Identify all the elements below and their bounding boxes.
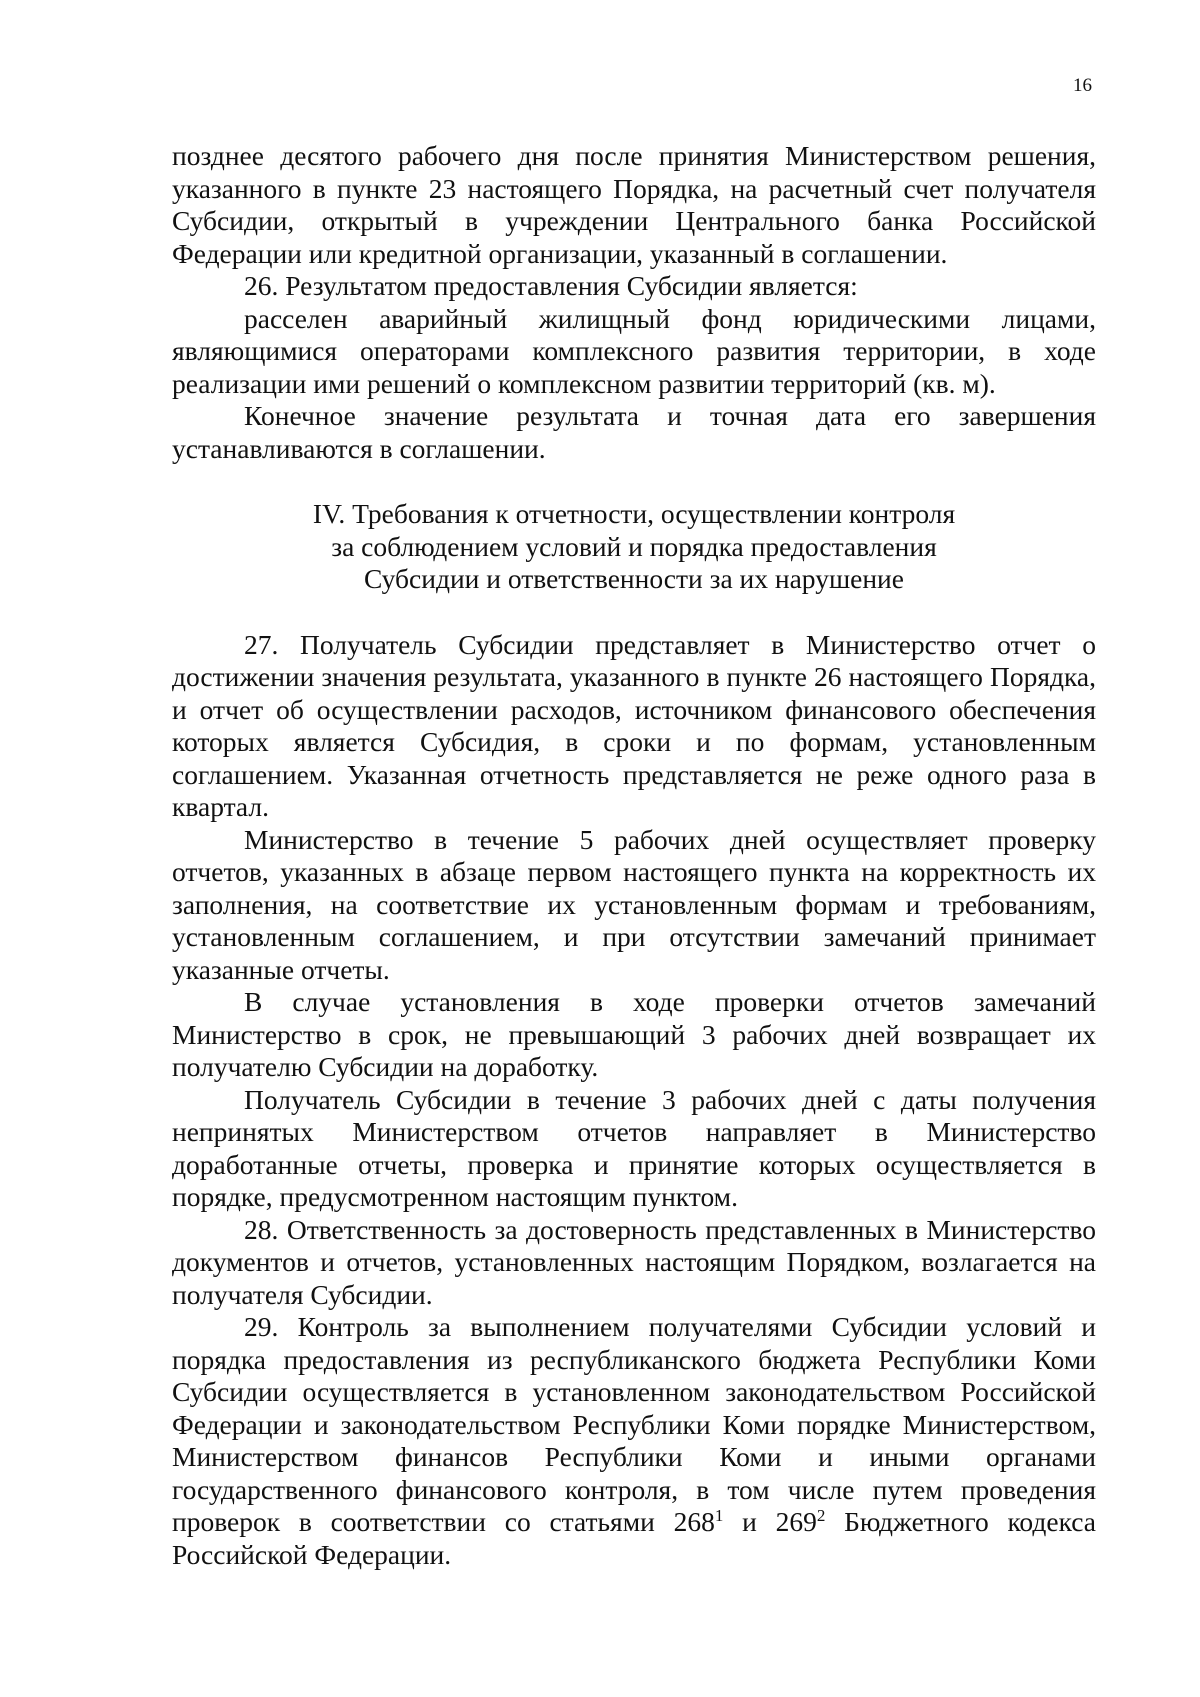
document-body bbox=[172, 140, 1096, 1571]
paragraph-26: 26. Результатом предоставления Субсидии является: bbox=[244, 270, 858, 301]
superscript-2: 2 bbox=[816, 1505, 826, 1525]
paragraph-27: 27. Получатель Субсидии представляет в Министерство отчет о достижении значения результата, указанного в пункте 26 настоящего Порядка, и отчет об осуществлении расходов, источником финансового обеспечения которых является Субсидия, в сроки и по формам, установленным соглашением. Указанная отчетность представляется не реже одного раза в квартал. bbox=[172, 628, 1096, 822]
paragraph-29-text: Бюджетного кодекса Российской Федерации. bbox=[172, 1506, 1096, 1570]
superscript-1: 1 bbox=[714, 1505, 724, 1525]
paragraph-26-result: расселен аварийный жилищный фонд юридическими лицами, являющимися операторами комплексного развития территории, в ходе реализации ими решений о комплексном развитии территорий (кв. м). bbox=[172, 302, 1096, 399]
paragraph-continuation: позднее десятого рабочего дня после принятия Министерством решения, указанного в пункте 23 настоящего Порядка, на расчетный счет получателя Субсидии, открытый в учреждении Центрального банка Российской Федерации или кредитной организации, указанный в соглашении. bbox=[172, 140, 1096, 269]
section-heading-line: IV. Требования к отчетности, осуществлении контроля bbox=[312, 498, 956, 529]
section-heading bbox=[172, 498, 1096, 596]
paragraph-26-final-value: Конечное значение результата и точная дата его завершения устанавливаются в соглашении. bbox=[172, 400, 1096, 464]
paragraph-29-text: и 269 bbox=[723, 1506, 817, 1537]
paragraph-29-text: 29. Контроль за выполнением получателями Субсидии условий и порядка предоставления из республиканского бюджета Республики Коми Субсидии осуществляется в установленном законодательством Российской Федерации и законодательством Республики Коми порядке Министерством, Министерством финансов Республики Коми и иными органами государственного финансового контроля, в том числе путем проведения проверок в соответствии со статьями 268 bbox=[172, 1311, 1096, 1537]
paragraph-28: 28. Ответственность за достоверность представленных в Министерство документов и отчетов, установленных настоящим Порядком, возлагается на получателя Субсидии. bbox=[172, 1213, 1096, 1310]
section-heading-line: Субсидии и ответственности за их нарушение bbox=[364, 563, 904, 594]
paragraph-29 bbox=[172, 1311, 1096, 1571]
section-heading-line: за соблюдением условий и порядка предоставления bbox=[331, 530, 937, 562]
paragraph-27-rework: Получатель Субсидии в течение 3 рабочих дней с даты получения непринятых Министерством отчетов направляет в Министерство доработанные отчеты, проверка и принятие которых осуществляется в порядке, предусмотренном настоящим пунктом. bbox=[172, 1083, 1096, 1212]
paragraph-27-remarks: В случае установления в ходе проверки отчетов замечаний Министерство в срок, не превышающий 3 рабочих дней возвращает их получателю Субсидии на доработку. bbox=[172, 986, 1096, 1082]
page-number: 16 bbox=[1073, 75, 1092, 96]
paragraph-27-check: Министерство в течение 5 рабочих дней осуществляет проверку отчетов, указанных в абзаце первом настоящего пункта на корректность их заполнения, на соответствие их установленным формам и требованиям, установленным соглашением, и при отсутствии замечаний принимает указанные отчеты. bbox=[172, 823, 1096, 985]
